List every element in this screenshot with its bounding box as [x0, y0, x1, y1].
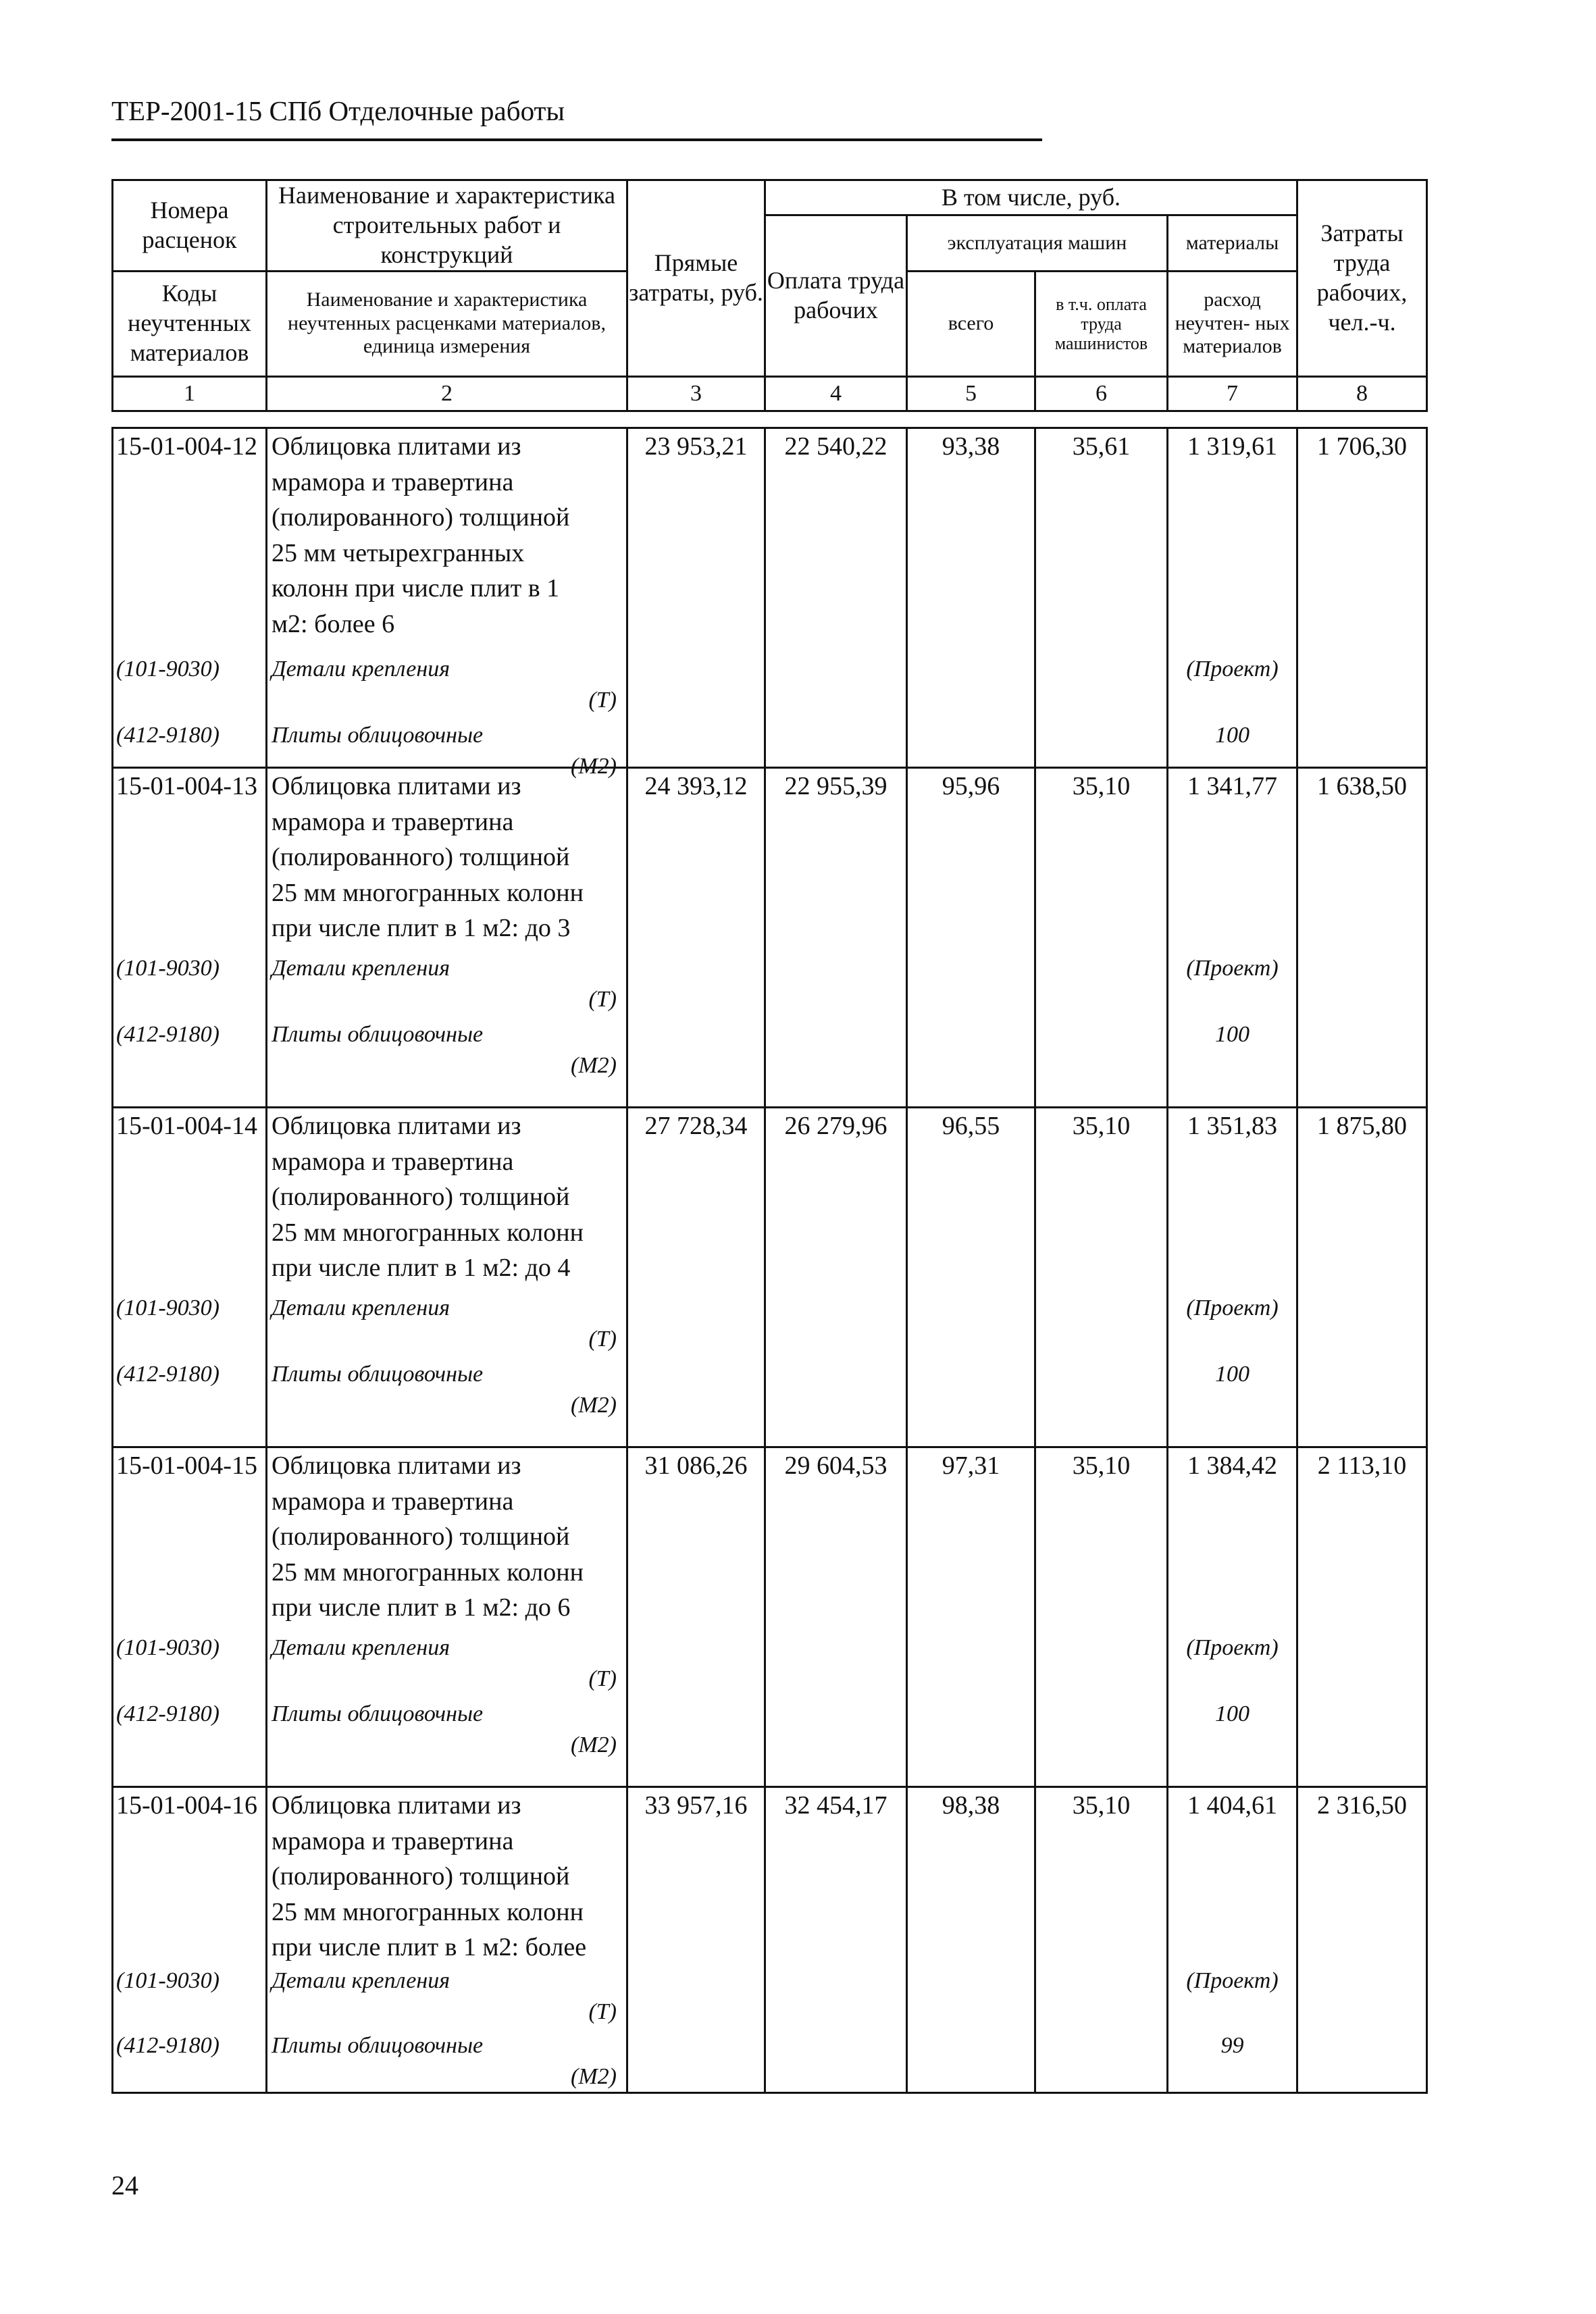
machinists-pay-cell [1035, 1787, 1168, 2093]
material-unit: (Т) [588, 1327, 617, 1352]
labor-pay: 32 454,17 [784, 1791, 887, 1820]
rate-code-cell [113, 1787, 267, 2093]
rate-code-cell [113, 1447, 267, 1787]
material-name: Плиты облицовочные [272, 1701, 484, 1726]
material-code: (412-9180) [116, 723, 220, 748]
material-quantity: (Проект) [1186, 657, 1279, 682]
rate-code: 15-01-004-14 [116, 1112, 257, 1140]
work-name-line: при числе плит в 1 м2: до 3 [272, 914, 571, 942]
rate-code: 15-01-004-15 [116, 1451, 257, 1480]
title-divider [111, 138, 1042, 141]
header-materials: материалы [1168, 215, 1297, 272]
machines-total-cell [907, 768, 1035, 1108]
rate-code-cell [113, 768, 267, 1108]
materials-cost: 1 384,42 [1187, 1451, 1277, 1480]
work-name-line: при числе плит в 1 м2: до 4 [272, 1254, 571, 1282]
material-unit: (М2) [571, 1053, 617, 1078]
header-including-group: В том числе, руб. [765, 180, 1297, 215]
work-name-line: мрамора и травертина [272, 807, 514, 836]
material-unit: (М2) [571, 2064, 617, 2089]
material-unit: (Т) [588, 1999, 617, 2024]
labor-hours-cell [1297, 768, 1427, 1108]
material-code: (101-9030) [116, 956, 220, 981]
header-machinists-pay: в т.ч. оплата труда машинистов [1035, 271, 1168, 376]
labor-hours: 2 316,50 [1317, 1791, 1407, 1820]
header-rate-number: Номера расценок [113, 180, 267, 272]
header-unaccounted-materials: расход неучтен- ных материалов [1168, 271, 1297, 376]
page-title: ТЕР-2001-15 СПб Отделочные работы [111, 95, 565, 126]
material-quantity: (Проект) [1186, 956, 1279, 981]
machines-total: 95,96 [942, 772, 1000, 800]
materials-cost: 1 404,61 [1187, 1791, 1277, 1820]
table-row [113, 1108, 1427, 1447]
machinists-pay: 35,10 [1072, 1791, 1131, 1820]
rate-code-cell [113, 1108, 267, 1447]
work-name-line: 25 мм многогранных колонн [272, 1558, 584, 1587]
labor-hours: 1 638,50 [1317, 772, 1407, 800]
work-name-line: 25 мм многогранных колонн [272, 1897, 584, 1926]
work-name-line: колонн при числе плит в 1 [272, 574, 560, 602]
machinists-pay-cell [1035, 1447, 1168, 1787]
material-quantity: (Проект) [1186, 1968, 1279, 1993]
material-name: Плиты облицовочные [272, 1362, 484, 1387]
work-name-line: Облицовка плитами из [272, 1112, 521, 1140]
material-unit: (М2) [571, 1732, 617, 1757]
labor-hours: 1 706,30 [1317, 432, 1407, 461]
rate-code: 15-01-004-16 [116, 1791, 257, 1820]
work-name-line: мрамора и травертина [272, 1826, 514, 1855]
work-name-line: мрамора и травертина [272, 1487, 514, 1516]
material-quantity: 99 [1220, 2033, 1244, 2058]
material-name: Детали крепления [272, 1968, 450, 1993]
material-quantity: 100 [1215, 1022, 1250, 1047]
material-name: Детали крепления [272, 1635, 450, 1660]
material-code: (101-9030) [116, 657, 220, 682]
material-code: (412-9180) [116, 1701, 220, 1726]
material-unit: (Т) [588, 987, 617, 1012]
direct-costs-cell [627, 1108, 765, 1447]
column-number: 7 [1168, 376, 1297, 411]
materials-cost: 1 341,77 [1187, 772, 1277, 800]
machinists-pay-cell [1035, 428, 1168, 768]
header-machines: эксплуатация машин [907, 215, 1168, 272]
labor-pay-cell [765, 1447, 907, 1787]
material-name: Детали крепления [272, 956, 450, 981]
machines-total-cell [907, 1787, 1035, 2093]
materials-cell [1168, 1447, 1297, 1787]
direct-costs-cell [627, 428, 765, 768]
table-row [113, 1447, 1427, 1787]
material-code: (101-9030) [116, 1295, 220, 1320]
labor-pay: 22 540,22 [784, 432, 887, 461]
material-name: Плиты облицовочные [272, 723, 484, 748]
labor-pay: 29 604,53 [784, 1451, 887, 1480]
labor-hours: 1 875,80 [1317, 1112, 1407, 1140]
column-number: 2 [267, 376, 627, 411]
material-name: Плиты облицовочные [272, 2033, 484, 2058]
work-name-line: 25 мм многогранных колонн [272, 878, 584, 907]
labor-pay-cell [765, 428, 907, 768]
direct-costs-cell [627, 1787, 765, 2093]
material-code: (101-9030) [116, 1635, 220, 1660]
column-number: 5 [907, 376, 1035, 411]
labor-hours-cell [1297, 428, 1427, 768]
material-name: Плиты облицовочные [272, 1022, 484, 1047]
material-unit: (Т) [588, 1666, 617, 1691]
header-direct-costs: Прямые затраты, руб. [627, 180, 765, 377]
header-labor-hours: Затраты труда рабочих, чел.-ч. [1297, 180, 1427, 377]
work-name-line: мрамора и травертина [272, 1147, 514, 1176]
rate-code: 15-01-004-13 [116, 772, 257, 800]
machinists-pay: 35,61 [1072, 432, 1131, 461]
labor-hours-cell [1297, 1108, 1427, 1447]
machines-total-cell [907, 1108, 1035, 1447]
work-name-cell [267, 768, 627, 1108]
table-row [113, 768, 1427, 1108]
machines-total: 97,31 [942, 1451, 1000, 1480]
machinists-pay: 35,10 [1072, 772, 1131, 800]
table-row [113, 1787, 1427, 2093]
column-number: 3 [627, 376, 765, 411]
header-labor-pay: Оплата труда рабочих [765, 215, 907, 377]
machinists-pay: 35,10 [1072, 1451, 1131, 1480]
material-code: (412-9180) [116, 2033, 220, 2058]
labor-hours-cell [1297, 1447, 1427, 1787]
material-unit: (Т) [588, 688, 617, 713]
work-name-line: (полированного) толщиной [272, 1522, 570, 1551]
materials-cell [1168, 428, 1297, 768]
header-material-codes: Коды неучтенных материалов [113, 271, 267, 376]
materials-cell [1168, 1787, 1297, 2093]
work-name-line: 25 мм четырехгранных [272, 538, 525, 567]
materials-cost: 1 351,83 [1187, 1112, 1277, 1140]
table-row [113, 428, 1427, 768]
material-unit: (М2) [571, 754, 617, 779]
labor-pay: 26 279,96 [784, 1112, 887, 1140]
machines-total: 96,55 [942, 1112, 1000, 1140]
labor-hours: 2 113,10 [1317, 1451, 1407, 1480]
material-code: (101-9030) [116, 1968, 220, 1993]
machinists-pay-cell [1035, 768, 1168, 1108]
column-number: 1 [113, 376, 267, 411]
direct-costs: 27 728,34 [644, 1112, 748, 1140]
machines-total: 93,38 [942, 432, 1000, 461]
material-name: Детали крепления [272, 1295, 450, 1320]
direct-costs: 24 393,12 [644, 772, 748, 800]
machines-total-cell [907, 428, 1035, 768]
work-name-cell [267, 428, 627, 779]
materials-cell [1168, 768, 1297, 1108]
material-quantity: (Проект) [1186, 1295, 1279, 1320]
rate-code-cell [113, 428, 267, 768]
material-quantity: 100 [1215, 1362, 1250, 1387]
work-name-line: Облицовка плитами из [272, 772, 521, 800]
column-number: 6 [1035, 376, 1168, 411]
work-name-line: (полированного) толщиной [272, 843, 570, 871]
column-number: 4 [765, 376, 907, 411]
labor-pay-cell [765, 1108, 907, 1447]
rates-table [111, 427, 1428, 2094]
machinists-pay: 35,10 [1072, 1112, 1131, 1140]
header-work-name: Наименование и характеристика строительных работ и конструкций [267, 180, 627, 272]
labor-pay-cell [765, 1787, 907, 2093]
labor-pay: 22 955,39 [784, 772, 887, 800]
direct-costs-cell [627, 768, 765, 1108]
material-code: (412-9180) [116, 1022, 220, 1047]
work-name-cell [267, 1787, 627, 2093]
machines-total: 98,38 [942, 1791, 1000, 1820]
direct-costs-cell [627, 1447, 765, 1787]
material-name: Детали крепления [272, 657, 450, 682]
work-name-line: Облицовка плитами из [272, 1451, 521, 1480]
page-number: 24 [111, 2170, 138, 2201]
rate-code: 15-01-004-12 [116, 432, 257, 461]
work-name-line: (полированного) толщиной [272, 1862, 570, 1891]
work-name-line: мрамора и травертина [272, 467, 514, 496]
labor-hours-cell [1297, 1787, 1427, 2093]
direct-costs: 23 953,21 [644, 432, 748, 461]
work-name-line: Облицовка плитами из [272, 1791, 521, 1820]
machines-total-cell [907, 1447, 1035, 1787]
machinists-pay-cell [1035, 1108, 1168, 1447]
header-material-names: Наименование и характеристика неучтенных расценками материалов, единица измерения [267, 271, 627, 376]
column-number: 8 [1297, 376, 1427, 411]
work-name-line: (полированного) толщиной [272, 1183, 570, 1211]
materials-cell [1168, 1108, 1297, 1447]
material-quantity: 100 [1215, 1701, 1250, 1726]
work-name-line: Облицовка плитами из [272, 432, 521, 461]
header-machines-total: всего [907, 271, 1035, 376]
work-name-line: м2: более 6 [272, 609, 395, 638]
material-quantity: (Проект) [1186, 1635, 1279, 1660]
work-name-line: (полированного) толщиной [272, 503, 570, 532]
table-header [111, 179, 1428, 412]
material-quantity: 100 [1215, 723, 1250, 748]
material-code: (412-9180) [116, 1362, 220, 1387]
labor-pay-cell [765, 768, 907, 1108]
work-name-line: при числе плит в 1 м2: до 6 [272, 1593, 571, 1622]
work-name-line: при числе плит в 1 м2: более [272, 1933, 587, 1961]
work-name-cell [267, 1108, 627, 1447]
work-name-line: 25 мм многогранных колонн [272, 1218, 584, 1247]
materials-cost: 1 319,61 [1187, 432, 1277, 461]
direct-costs: 33 957,16 [644, 1791, 748, 1820]
direct-costs: 31 086,26 [644, 1451, 748, 1480]
material-unit: (М2) [571, 1393, 617, 1418]
work-name-cell [267, 1447, 627, 1787]
